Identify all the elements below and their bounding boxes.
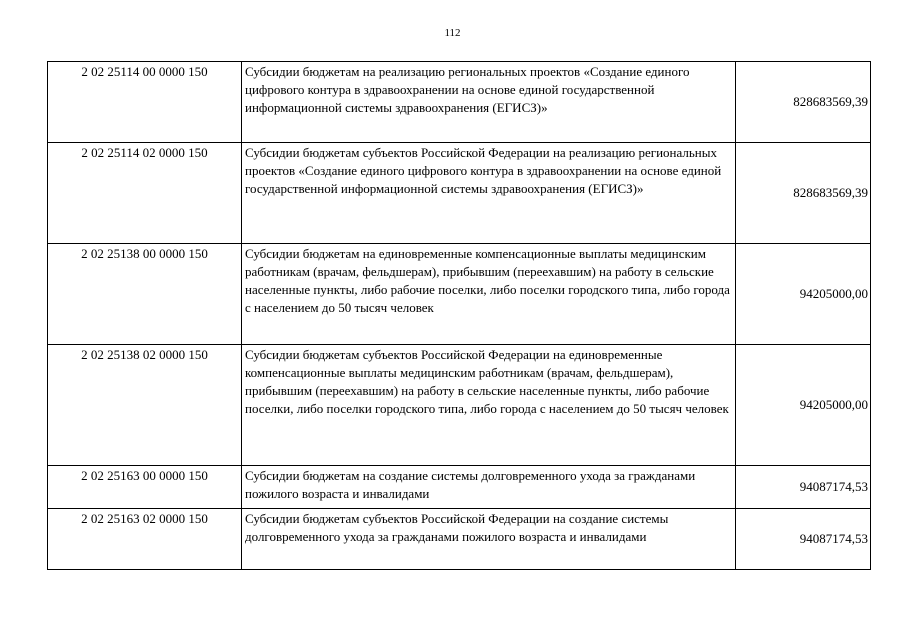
description-cell: Субсидии бюджетам субъектов Российской Федерации на единовременные компенсационные выплаты медицинским работникам (врачам, фельдшерам), прибывшим (переехавшим) на работу в сельские населенные пункты, либо рабочие поселки, либо поселки городского типа, либо города с населением до 50 тысяч человек	[242, 345, 736, 466]
description-cell: Субсидии бюджетам субъектов Российской Федерации на создание системы долговременного ухода за гражданами пожилого возраста и инвалидами	[242, 509, 736, 570]
description-cell: Субсидии бюджетам на единовременные компенсационные выплаты медицинским работникам (врачам, фельдшерам), прибывшим (переехавшим) на работу в сельские населенные пункты, либо рабочие поселки, либо поселки городского типа, либо города с населением до 50 тысяч человек	[242, 244, 736, 345]
amount-cell: 94205000,00	[736, 244, 871, 345]
amount-cell: 828683569,39	[736, 62, 871, 143]
table-row	[48, 345, 871, 466]
description-cell: Субсидии бюджетам на реализацию региональных проектов «Создание единого цифрового контура в здравоохранении на основе единой государственной информационной системы здравоохранения (ЕГИСЗ)»	[242, 62, 736, 143]
description-cell: Субсидии бюджетам субъектов Российской Федерации на реализацию региональных проектов «Создание единого цифрового контура в здравоохранении на основе единой государственной информационной системы здравоохранения (ЕГИСЗ)»	[242, 143, 736, 244]
budget-code-cell: 2 02 25163 02 0000 150	[48, 509, 242, 570]
description-cell: Субсидии бюджетам на создание системы долговременного ухода за гражданами пожилого возраста и инвалидами	[242, 466, 736, 509]
budget-code-cell: 2 02 25138 02 0000 150	[48, 345, 242, 466]
table-row	[48, 466, 871, 509]
budget-table	[47, 61, 871, 570]
budget-table-body	[48, 62, 871, 570]
table-row	[48, 62, 871, 143]
page-number: 112	[444, 27, 461, 39]
amount-cell: 94087174,53	[736, 509, 871, 570]
table-row	[48, 509, 871, 570]
amount-cell: 94087174,53	[736, 466, 871, 509]
amount-cell: 94205000,00	[736, 345, 871, 466]
budget-code-cell: 2 02 25163 00 0000 150	[48, 466, 242, 509]
table-row	[48, 143, 871, 244]
budget-code-cell: 2 02 25114 00 0000 150	[48, 62, 242, 143]
budget-code-cell: 2 02 25114 02 0000 150	[48, 143, 242, 244]
budget-code-cell: 2 02 25138 00 0000 150	[48, 244, 242, 345]
table-row	[48, 244, 871, 345]
amount-cell: 828683569,39	[736, 143, 871, 244]
